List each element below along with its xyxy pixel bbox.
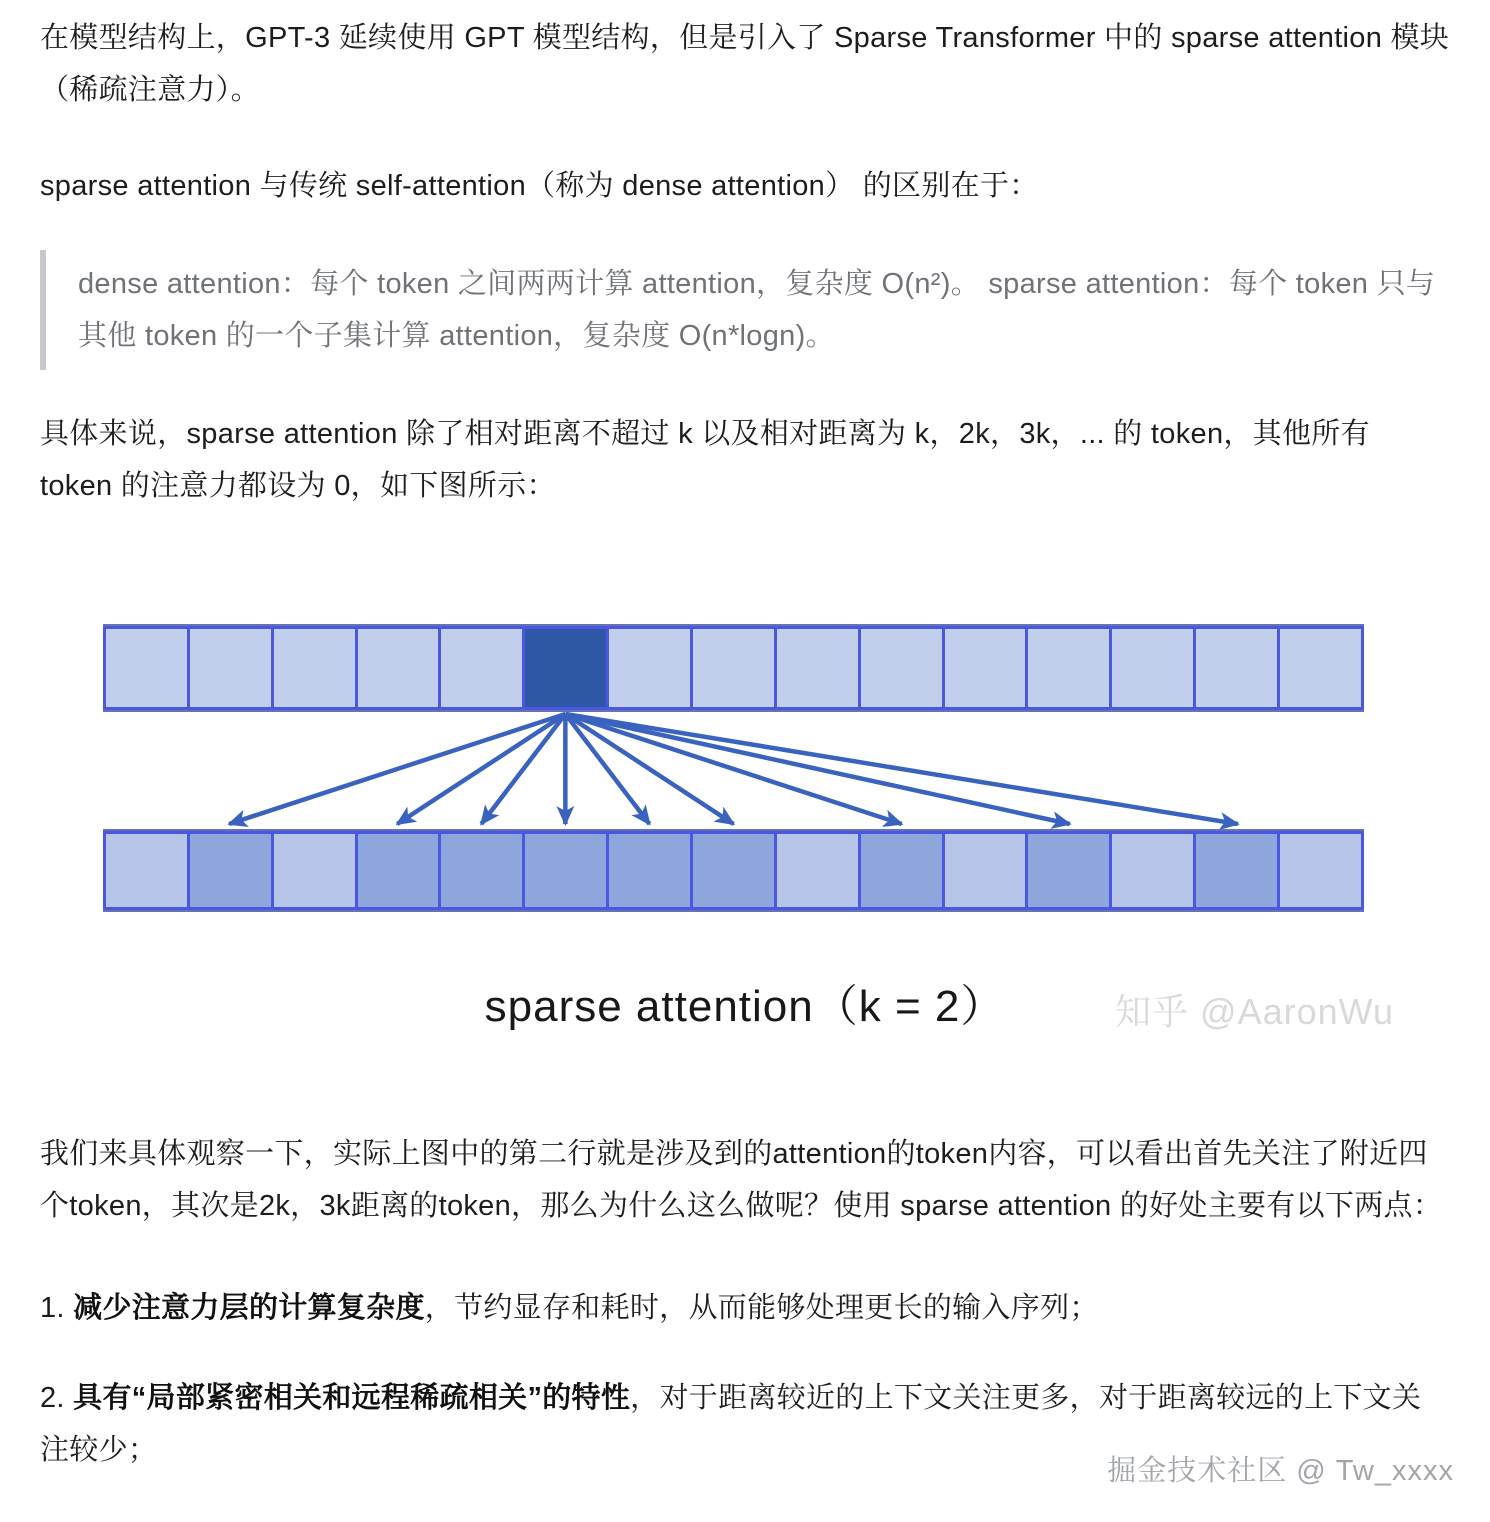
token-cell xyxy=(1193,626,1280,710)
benefit-2-rest: ，对于距离较近的上下文关注更多，对于距离较远的上下文关注较少； xyxy=(40,1382,1422,1466)
benefit-1-number: 1. xyxy=(40,1292,74,1324)
token-cell xyxy=(187,626,274,710)
blockquote-text: dense attention：每个 token 之间两两计算 attention，复杂度 O(n²)。 sparse attention：每个 token 只与其他 token 的一个子集计算 attention，复杂度 O(n*logn)。 xyxy=(78,268,1436,352)
juejin-community-watermark: 掘金技术社区 @ Tw_xxxx xyxy=(1107,1455,1454,1487)
attention-arrow xyxy=(565,714,901,824)
zhihu-author-watermark: 知乎 @AaronWu xyxy=(1115,991,1394,1032)
paragraph-observation: 我们来具体观察一下，实际上图中的第二行就是涉及到的attention的token内容，可以看出首先关注了附近四个token，其次是2k，3k距离的token，那么为什么这么做呢？使用 sparse attention 的好处主要有以下两点： xyxy=(40,1138,1443,1222)
benefit-2-number: 2. xyxy=(40,1382,74,1414)
token-cell-attended xyxy=(606,831,693,910)
token-cell xyxy=(1109,626,1196,710)
token-cell xyxy=(103,831,190,910)
attention-arrow xyxy=(565,714,649,824)
benefit-1-rest: ，节约显存和耗时，从而能够处理更长的输入序列； xyxy=(424,1292,1099,1324)
token-cell xyxy=(774,626,861,710)
attention-arrow xyxy=(229,714,565,824)
attention-arrow xyxy=(565,714,1069,824)
paragraph-difference-lead: sparse attention 与传统 self-attention（称为 dense attention） 的区别在于： xyxy=(40,170,1039,202)
token-cell xyxy=(774,831,861,910)
attention-arrow xyxy=(397,714,565,824)
token-cell xyxy=(858,626,945,710)
attention-arrow xyxy=(565,714,733,824)
token-cell xyxy=(1109,831,1196,910)
token-cell-attended xyxy=(187,831,274,910)
token-cell-attended xyxy=(355,831,442,910)
diagram-caption: sparse attention（k = 2） xyxy=(484,982,1006,1031)
token-cell xyxy=(355,626,442,710)
blockquote-dense-vs-sparse xyxy=(40,250,1450,370)
paragraph-intro: 在模型结构上，GPT-3 延续使用 GPT 模型结构，但是引入了 Sparse Transformer 中的 sparse attention 模块（稀疏注意力）。 xyxy=(40,22,1450,106)
benefit-2-bold: 具有“局部紧密相关和远程稀疏相关”的特性 xyxy=(73,1382,631,1414)
token-cell xyxy=(942,626,1029,710)
token-cell xyxy=(1277,831,1364,910)
sparse-attention-diagram xyxy=(103,624,1364,912)
token-cell-attended xyxy=(858,831,945,910)
benefit-1-bold: 减少注意力层的计算复杂度 xyxy=(73,1292,425,1324)
token-cell xyxy=(942,831,1029,910)
diagram-caption-row xyxy=(40,970,1450,1040)
token-cell-query xyxy=(522,626,609,710)
token-cell xyxy=(1277,626,1364,710)
token-row-bottom xyxy=(103,829,1364,912)
token-cell-attended xyxy=(438,831,525,910)
benefit-item-1 xyxy=(40,1282,1450,1334)
token-cell-attended xyxy=(1193,831,1280,910)
token-cell xyxy=(103,626,190,710)
token-cell xyxy=(606,626,693,710)
token-cell xyxy=(271,831,358,910)
token-cell xyxy=(271,626,358,710)
token-cell xyxy=(438,626,525,710)
attention-arrow xyxy=(565,714,1238,824)
token-cell xyxy=(1025,626,1112,710)
token-cell-attended xyxy=(522,831,609,910)
token-cell-attended xyxy=(1025,831,1112,910)
paragraph-sparse-definition: 具体来说，sparse attention 除了相对距离不超过 k 以及相对距离为 k，2k，3k，... 的 token，其他所有 token 的注意力都设为 0，如下图所示： xyxy=(40,418,1370,502)
token-cell-attended xyxy=(690,831,777,910)
token-cell xyxy=(690,626,777,710)
attention-arrow xyxy=(481,714,565,824)
token-row-top xyxy=(103,624,1364,712)
